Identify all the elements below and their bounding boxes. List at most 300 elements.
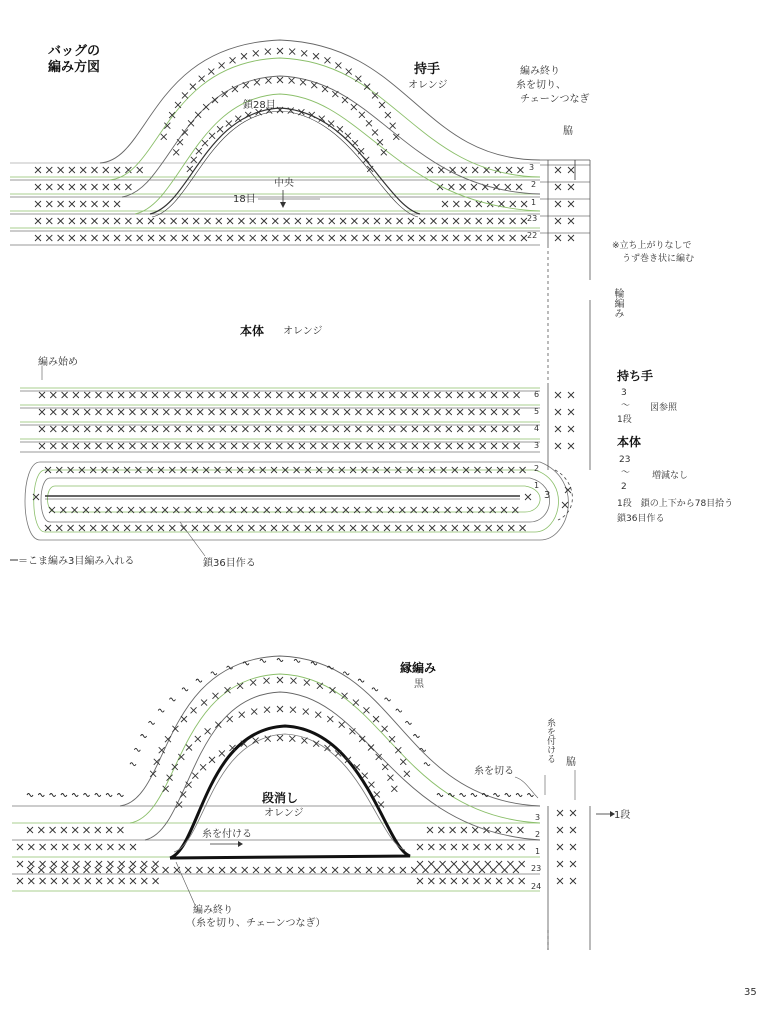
single-crochet-mark	[350, 525, 356, 531]
handle-stitch-mark	[215, 722, 221, 728]
single-crochet-mark	[137, 218, 143, 224]
single-crochet-mark	[107, 861, 113, 867]
body-label: 本体	[240, 324, 265, 338]
single-crochet-mark	[446, 409, 452, 415]
single-crochet-mark	[231, 409, 237, 415]
single-crochet-mark	[80, 167, 86, 173]
reverse-sc-mark	[211, 672, 217, 675]
single-crochet-mark	[231, 443, 237, 449]
single-crochet-mark	[434, 867, 440, 873]
single-crochet-mark	[92, 218, 98, 224]
single-crochet-mark	[412, 392, 418, 398]
single-crochet-mark	[389, 867, 395, 873]
single-crochet-mark	[39, 392, 45, 398]
single-crochet-mark	[310, 426, 316, 432]
handle-label: 持手	[414, 62, 441, 77]
end-note-3: チェーンつなぎ	[520, 94, 590, 105]
single-crochet-mark	[557, 844, 563, 850]
single-crochet-mark	[80, 218, 86, 224]
single-crochet-mark	[462, 861, 468, 867]
handle-stitch-mark	[324, 57, 330, 63]
single-crochet-mark	[318, 218, 324, 224]
single-crochet-mark	[496, 878, 502, 884]
single-crochet-mark	[215, 525, 221, 531]
row-num: 2	[534, 464, 540, 473]
single-crochet-mark	[107, 409, 113, 415]
single-crochet-mark	[412, 443, 418, 449]
single-crochet-mark	[491, 392, 497, 398]
legend-handle-row-c: 1段	[617, 415, 632, 425]
single-crochet-mark	[519, 878, 525, 884]
single-crochet-mark	[468, 443, 474, 449]
single-crochet-mark	[355, 867, 361, 873]
single-crochet-mark	[125, 184, 131, 190]
handle-stitch-mark	[172, 764, 178, 770]
single-crochet-mark	[460, 184, 466, 190]
single-crochet-mark	[265, 409, 271, 415]
edge-end-1: 編み終り	[193, 905, 233, 916]
single-crochet-mark	[95, 867, 101, 873]
handle-stitch-mark	[264, 678, 270, 684]
single-crochet-mark	[570, 861, 576, 867]
single-crochet-mark	[502, 392, 508, 398]
handle-stitch-mark	[200, 764, 206, 770]
single-crochet-mark	[106, 827, 112, 833]
single-crochet-mark	[40, 878, 46, 884]
single-crochet-mark	[242, 443, 248, 449]
single-crochet-mark	[428, 844, 434, 850]
single-crochet-mark	[516, 184, 522, 190]
handle-stitch-mark	[368, 745, 374, 751]
reverse-sc-mark	[182, 688, 188, 691]
single-crochet-mark	[84, 409, 90, 415]
reverse-sc-mark	[494, 794, 500, 797]
single-crochet-mark	[491, 426, 497, 432]
page-number: 35	[744, 987, 757, 998]
single-crochet-mark	[159, 218, 165, 224]
single-crochet-mark	[355, 426, 361, 432]
single-crochet-mark	[260, 525, 266, 531]
handle-stitch-mark	[389, 736, 395, 742]
single-crochet-mark	[295, 218, 301, 224]
single-crochet-mark	[496, 861, 502, 867]
single-crochet-mark	[514, 443, 520, 449]
single-crochet-mark	[35, 184, 41, 190]
single-crochet-mark	[310, 443, 316, 449]
single-crochet-mark	[216, 235, 222, 241]
single-crochet-mark	[316, 525, 322, 531]
single-crochet-mark	[328, 525, 334, 531]
single-crochet-mark	[288, 409, 294, 415]
single-crochet-mark	[103, 167, 109, 173]
handle-stitch-mark	[311, 82, 317, 88]
single-crochet-mark	[363, 218, 369, 224]
single-crochet-mark	[453, 218, 459, 224]
label-leader	[180, 522, 205, 556]
reverse-sc-mark	[505, 794, 511, 797]
reverse-sc-mark	[95, 794, 101, 797]
single-crochet-mark	[163, 426, 169, 432]
handle-stitch-mark	[212, 97, 218, 103]
single-crochet-mark	[124, 525, 130, 531]
single-crochet-mark	[193, 235, 199, 241]
note-line2: うず巻き状に編む	[622, 254, 695, 264]
single-crochet-mark	[570, 878, 576, 884]
single-crochet-mark	[242, 426, 248, 432]
single-crochet-mark	[92, 235, 98, 241]
single-crochet-mark	[186, 443, 192, 449]
edge-side: 脇	[566, 757, 576, 768]
single-crochet-mark	[472, 827, 478, 833]
single-crochet-mark	[514, 426, 520, 432]
label-leader	[176, 862, 195, 905]
single-crochet-mark	[261, 218, 267, 224]
legend-row1b: 鎖36目作る	[617, 514, 665, 524]
handle-stitch-mark	[289, 736, 295, 742]
single-crochet-mark	[84, 827, 90, 833]
single-crochet-mark	[496, 844, 502, 850]
single-crochet-mark	[103, 184, 109, 190]
single-crochet-mark	[35, 218, 41, 224]
handle-stitch-mark	[177, 139, 183, 145]
single-crochet-mark	[46, 184, 52, 190]
single-crochet-mark	[568, 392, 574, 398]
single-crochet-mark	[485, 844, 491, 850]
single-crochet-mark	[185, 867, 191, 873]
single-crochet-mark	[216, 218, 222, 224]
single-crochet-mark	[445, 867, 451, 873]
single-crochet-mark	[417, 844, 423, 850]
single-crochet-mark	[287, 867, 293, 873]
single-crochet-mark	[118, 443, 124, 449]
single-crochet-mark	[197, 426, 203, 432]
single-crochet-mark	[153, 861, 159, 867]
single-crochet-mark	[321, 867, 327, 873]
single-crochet-mark	[102, 525, 108, 531]
single-crochet-mark	[242, 867, 248, 873]
single-crochet-mark	[17, 844, 23, 850]
single-crochet-mark	[238, 235, 244, 241]
single-crochet-mark	[129, 426, 135, 432]
single-crochet-mark	[419, 218, 425, 224]
single-crochet-mark	[555, 167, 561, 173]
single-crochet-mark	[175, 392, 181, 398]
single-crochet-mark	[248, 525, 254, 531]
single-crochet-mark	[50, 409, 56, 415]
handle-stitch-mark	[290, 707, 296, 713]
single-crochet-mark	[171, 218, 177, 224]
handle-stitch-mark	[277, 677, 283, 683]
single-crochet-mark	[58, 167, 64, 173]
single-crochet-mark	[378, 443, 384, 449]
single-crochet-mark	[209, 409, 215, 415]
single-crochet-mark	[163, 392, 169, 398]
single-crochet-mark	[367, 409, 373, 415]
single-crochet-mark	[58, 235, 64, 241]
single-crochet-mark	[265, 426, 271, 432]
single-crochet-mark	[397, 235, 403, 241]
single-crochet-mark	[118, 409, 124, 415]
single-crochet-mark	[333, 426, 339, 432]
single-crochet-mark	[451, 878, 457, 884]
single-crochet-mark	[193, 218, 199, 224]
single-crochet-mark	[96, 426, 102, 432]
legend-handle-row-a: 3	[621, 388, 627, 398]
increase-mark	[525, 494, 531, 500]
single-crochet-mark	[474, 861, 480, 867]
single-crochet-mark	[476, 218, 482, 224]
single-crochet-mark	[61, 827, 67, 833]
handle-stitch-mark	[150, 771, 156, 777]
single-crochet-mark	[440, 844, 446, 850]
single-crochet-mark	[265, 392, 271, 398]
single-crochet-mark	[322, 409, 328, 415]
reverse-sc-mark	[437, 794, 443, 797]
single-crochet-mark	[452, 525, 458, 531]
single-crochet-mark	[568, 235, 574, 241]
handle-stitch-mark	[355, 76, 361, 82]
handle-stitch-mark	[372, 129, 378, 135]
single-crochet-mark	[130, 861, 136, 867]
single-crochet-mark	[474, 844, 480, 850]
single-crochet-mark	[407, 525, 413, 531]
single-crochet-mark	[79, 525, 85, 531]
single-crochet-mark	[431, 218, 437, 224]
reverse-sc-mark	[260, 659, 266, 662]
single-crochet-mark	[72, 827, 78, 833]
single-crochet-mark	[457, 392, 463, 398]
single-crochet-mark	[242, 409, 248, 415]
reverse-sc-mark	[158, 709, 164, 712]
handle-stitch-mark	[289, 49, 295, 55]
handle-stitch-mark	[239, 712, 245, 718]
single-crochet-mark	[50, 426, 56, 432]
single-crochet-mark	[457, 443, 463, 449]
side-label: 脇	[563, 126, 573, 137]
single-crochet-mark	[130, 878, 136, 884]
handle-stitch-mark	[175, 102, 181, 108]
edge-end-2: （糸を切り、チェーンつなぎ）	[186, 918, 326, 929]
single-crochet-mark	[205, 218, 211, 224]
single-crochet-mark	[137, 235, 143, 241]
single-crochet-mark	[462, 844, 468, 850]
handle-stitch-mark	[235, 116, 241, 122]
single-crochet-mark	[39, 409, 45, 415]
single-crochet-mark	[284, 235, 290, 241]
single-crochet-mark	[427, 167, 433, 173]
single-crochet-mark	[502, 409, 508, 415]
single-crochet-mark	[468, 426, 474, 432]
single-crochet-mark	[69, 218, 75, 224]
single-crochet-mark	[568, 426, 574, 432]
end-note-1: 編み終り	[520, 66, 560, 77]
handle-stitch-mark	[161, 134, 167, 140]
single-crochet-mark	[423, 392, 429, 398]
single-crochet-mark	[299, 443, 305, 449]
single-crochet-mark	[514, 392, 520, 398]
single-crochet-mark	[84, 867, 90, 873]
single-crochet-mark	[141, 409, 147, 415]
row-num: 3	[529, 163, 535, 172]
single-crochet-mark	[472, 167, 478, 173]
single-crochet-mark	[423, 443, 429, 449]
single-crochet-mark	[238, 218, 244, 224]
single-crochet-mark	[423, 409, 429, 415]
reverse-sc-mark	[243, 662, 249, 665]
single-crochet-mark	[254, 409, 260, 415]
single-crochet-mark	[49, 507, 55, 513]
single-crochet-mark	[442, 218, 448, 224]
reverse-sc-mark	[134, 748, 140, 751]
single-crochet-mark	[46, 235, 52, 241]
single-crochet-mark	[114, 167, 120, 173]
single-crochet-mark	[92, 184, 98, 190]
single-crochet-mark	[220, 443, 226, 449]
single-crochet-mark	[163, 409, 169, 415]
single-crochet-mark	[129, 867, 135, 873]
single-crochet-mark	[62, 878, 68, 884]
single-crochet-mark	[468, 392, 474, 398]
single-crochet-mark	[333, 392, 339, 398]
legend-body-row-c: 2	[621, 482, 627, 492]
single-crochet-mark	[96, 844, 102, 850]
single-crochet-mark	[152, 443, 158, 449]
single-crochet-mark	[85, 861, 91, 867]
single-crochet-mark	[389, 426, 395, 432]
single-crochet-mark	[514, 409, 520, 415]
single-crochet-mark	[446, 392, 452, 398]
single-crochet-mark	[428, 878, 434, 884]
legend-body-row-a: 23	[619, 455, 631, 465]
single-crochet-mark	[418, 525, 424, 531]
single-crochet-mark	[284, 218, 290, 224]
reverse-sc-mark	[424, 763, 430, 766]
single-crochet-mark	[69, 167, 75, 173]
single-crochet-mark	[412, 409, 418, 415]
single-crochet-mark	[192, 525, 198, 531]
single-crochet-mark	[355, 443, 361, 449]
row-num: 6	[534, 390, 540, 399]
single-crochet-mark	[465, 201, 471, 207]
reverse-sc-mark	[117, 794, 123, 797]
chain36-label: 鎖36目作る	[203, 558, 256, 569]
handle-stitch-mark	[342, 97, 348, 103]
handle-stitch-mark	[329, 687, 335, 693]
handle-stitch-mark	[187, 166, 193, 172]
single-crochet-mark	[339, 525, 345, 531]
handle-stitch-mark	[196, 148, 202, 154]
single-crochet-mark	[351, 218, 357, 224]
single-crochet-mark	[103, 218, 109, 224]
single-crochet-mark	[250, 218, 256, 224]
single-crochet-mark	[39, 426, 45, 432]
single-crochet-mark	[130, 844, 136, 850]
row-num: 1	[531, 198, 537, 207]
single-crochet-mark	[272, 218, 278, 224]
center-label: 中央	[274, 178, 294, 189]
single-crochet-mark	[27, 867, 33, 873]
single-crochet-mark	[451, 844, 457, 850]
single-crochet-mark	[80, 201, 86, 207]
single-crochet-mark	[276, 867, 282, 873]
single-crochet-mark	[80, 184, 86, 190]
handle-stitch-mark	[301, 738, 307, 744]
handle-stitch-mark	[181, 716, 187, 722]
single-crochet-mark	[175, 409, 181, 415]
single-crochet-mark	[340, 218, 346, 224]
single-crochet-mark	[461, 827, 467, 833]
handle-arch	[122, 76, 540, 197]
single-crochet-mark	[389, 392, 395, 398]
reverse-sc-mark	[396, 709, 402, 712]
single-crochet-mark	[209, 443, 215, 449]
handle-stitch-mark	[251, 709, 257, 715]
single-crochet-mark	[417, 861, 423, 867]
single-crochet-mark	[51, 878, 57, 884]
single-crochet-mark	[299, 392, 305, 398]
edge-row1: 1段	[614, 810, 631, 821]
single-crochet-mark	[85, 844, 91, 850]
single-crochet-mark	[62, 392, 68, 398]
handle-stitch-mark	[209, 133, 215, 139]
single-crochet-mark	[27, 827, 33, 833]
single-crochet-mark	[462, 878, 468, 884]
single-crochet-mark	[272, 235, 278, 241]
edge-color: 黒	[414, 679, 424, 690]
reverse-sc-mark	[130, 763, 136, 766]
handle-stitch-mark	[395, 747, 401, 753]
single-crochet-mark	[461, 167, 467, 173]
handle-stitch-mark	[382, 764, 388, 770]
single-crochet-mark	[28, 878, 34, 884]
single-crochet-mark	[265, 443, 271, 449]
single-crochet-mark	[152, 409, 158, 415]
single-crochet-mark	[435, 409, 441, 415]
single-crochet-mark	[431, 235, 437, 241]
single-crochet-mark	[446, 426, 452, 432]
handle-stitch-mark	[209, 757, 215, 763]
single-crochet-mark	[333, 443, 339, 449]
single-crochet-mark	[505, 184, 511, 190]
single-crochet-mark	[306, 235, 312, 241]
dan-label: 段消し	[262, 791, 299, 805]
single-crochet-mark	[306, 218, 312, 224]
handle-stitch-mark	[289, 78, 295, 84]
single-crochet-mark	[254, 443, 260, 449]
single-crochet-mark	[73, 409, 79, 415]
circle-row-label: 輪編み	[612, 288, 623, 318]
single-crochet-mark	[507, 878, 513, 884]
inc-note: ＝こま編み3目編み入れる	[18, 556, 135, 567]
single-crochet-mark	[135, 525, 141, 531]
single-crochet-mark	[205, 235, 211, 241]
reverse-sc-mark	[277, 659, 283, 662]
single-crochet-mark	[427, 827, 433, 833]
single-crochet-mark	[159, 235, 165, 241]
single-crochet-mark	[557, 810, 563, 816]
handle-stitch-mark	[173, 149, 179, 155]
handle-stitch-mark	[322, 86, 328, 92]
handle-stitch-mark	[390, 123, 396, 129]
single-crochet-mark	[351, 235, 357, 241]
handle-stitch-mark	[212, 693, 218, 699]
single-crochet-mark	[125, 218, 131, 224]
single-crochet-mark	[276, 409, 282, 415]
handle-stitch-mark	[387, 775, 393, 781]
single-crochet-mark	[226, 525, 232, 531]
single-crochet-mark	[158, 525, 164, 531]
row-num: 2	[531, 180, 537, 189]
